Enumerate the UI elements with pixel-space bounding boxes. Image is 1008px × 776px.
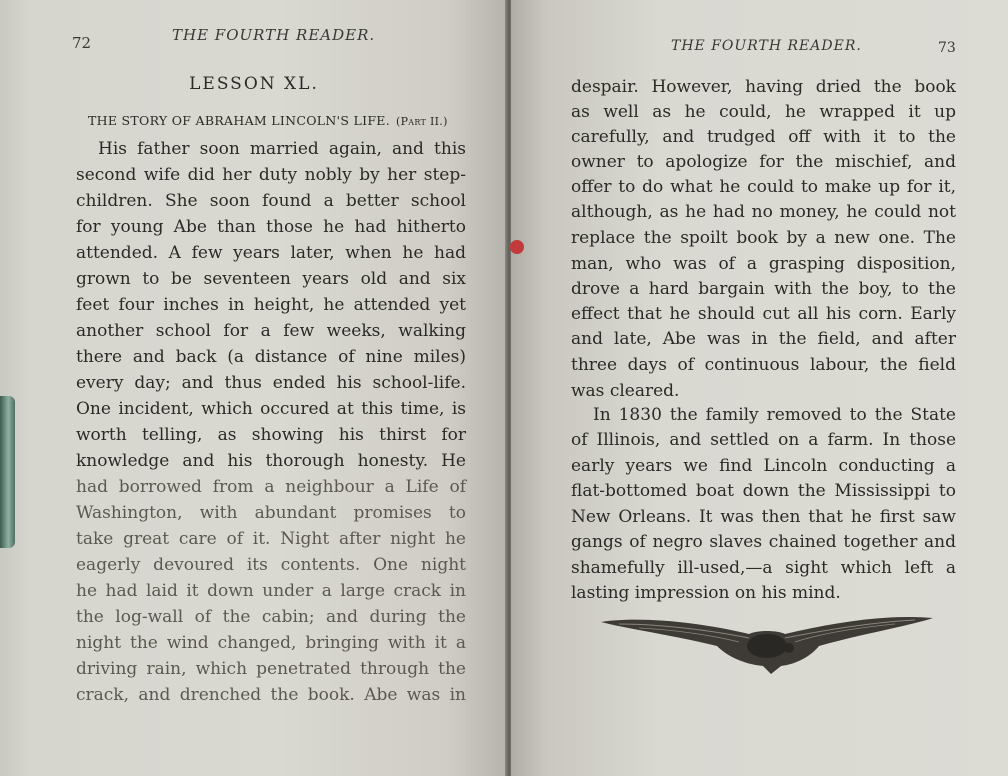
text-line: driving rain, which penetrated through the bbox=[76, 659, 466, 679]
text-line: knowledge and his thorough honesty. He bbox=[76, 451, 466, 471]
text-line: three days of continuous labour, the field bbox=[571, 355, 956, 375]
text-line: One incident, which occured at this time, is bbox=[76, 399, 466, 419]
text-line: night the wind changed, bringing with it a bbox=[76, 633, 466, 653]
text-line: worth telling, as showing his thirst for bbox=[76, 425, 466, 445]
text-line: there and back (a distance of nine miles) bbox=[76, 347, 466, 367]
text-line: the log-wall of the cabin; and during the bbox=[76, 607, 466, 627]
text-line: for young Abe than those he had hitherto bbox=[76, 217, 466, 237]
text-line: second wife did her duty nobly by her step- bbox=[76, 165, 466, 185]
text-line: effect that he should cut all his corn. Early bbox=[571, 304, 956, 324]
page-number-left: 72 bbox=[72, 34, 92, 52]
story-part: (Part II.) bbox=[396, 115, 448, 128]
bookmark-dot bbox=[510, 240, 524, 254]
text-line: New Orleans. It was then that he first saw bbox=[571, 507, 956, 527]
text-line: His father soon married again, and this bbox=[98, 139, 466, 159]
text-line: crack, and drenched the book. Abe was in bbox=[76, 685, 466, 705]
right-page bbox=[511, 0, 1008, 776]
text-line: he had laid it down under a large crack in bbox=[76, 581, 466, 601]
text-line: and late, Abe was in the field, and after bbox=[571, 329, 956, 349]
text-line: children. She soon found a better school bbox=[76, 191, 466, 211]
text-line: was cleared. bbox=[571, 381, 680, 401]
text-line: flat-bottomed boat down the Mississippi to bbox=[571, 481, 956, 501]
text-line: replace the spoilt book by a new one. The bbox=[571, 228, 956, 248]
page-number-right: 73 bbox=[938, 40, 956, 56]
text-line: another school for a few weeks, walking bbox=[76, 321, 466, 341]
text-line: offer to do what he could to make up for it, bbox=[571, 177, 956, 197]
text-line: despair. However, having dried the book bbox=[571, 77, 956, 97]
text-line: although, as he had no money, he could not bbox=[571, 202, 956, 222]
running-head-right: THE FOURTH READER. bbox=[671, 38, 862, 54]
text-line: of Illinois, and settled on a farm. In those bbox=[571, 430, 956, 450]
text-line: eagerly devoured its contents. One night bbox=[76, 555, 466, 575]
text-line: attended. A few years later, when he had bbox=[76, 243, 466, 263]
eagle-icon bbox=[599, 612, 935, 676]
text-line: owner to apologize for the mischief, and bbox=[571, 152, 956, 172]
text-line: every day; and thus ended his school-life. bbox=[76, 373, 466, 393]
text-line: drove a hard bargain with the boy, to the bbox=[571, 279, 956, 299]
lesson-title: LESSON XL. bbox=[189, 74, 319, 94]
text-line: early years we find Lincoln conducting a bbox=[571, 456, 956, 476]
text-line: carefully, and trudged off with it to the bbox=[571, 127, 956, 147]
text-line: In 1830 the family removed to the State bbox=[593, 405, 956, 425]
text-line: man, who was of a grasping disposition, bbox=[571, 254, 956, 274]
text-line: feet four inches in height, he attended yet bbox=[76, 295, 466, 315]
text-line: grown to be seventeen years old and six bbox=[76, 269, 466, 289]
text-line: shamefully ill-used,—a sight which left a bbox=[571, 558, 956, 578]
text-line: take great care of it. Night after night he bbox=[76, 529, 466, 549]
text-line: as well as he could, he wrapped it up bbox=[571, 102, 956, 122]
story-title-text: THE STORY OF ABRAHAM LINCOLN'S LIFE. bbox=[88, 113, 390, 128]
text-line: had borrowed from a neighbour a Life of bbox=[76, 477, 466, 497]
text-line: lasting impression on his mind. bbox=[571, 583, 841, 603]
running-head-left: THE FOURTH READER. bbox=[172, 26, 376, 44]
text-line: Washington, with abundant promises to bbox=[76, 503, 466, 523]
text-line: gangs of negro slaves chained together and bbox=[571, 532, 956, 552]
story-title bbox=[88, 113, 448, 128]
page-clip bbox=[0, 396, 15, 548]
